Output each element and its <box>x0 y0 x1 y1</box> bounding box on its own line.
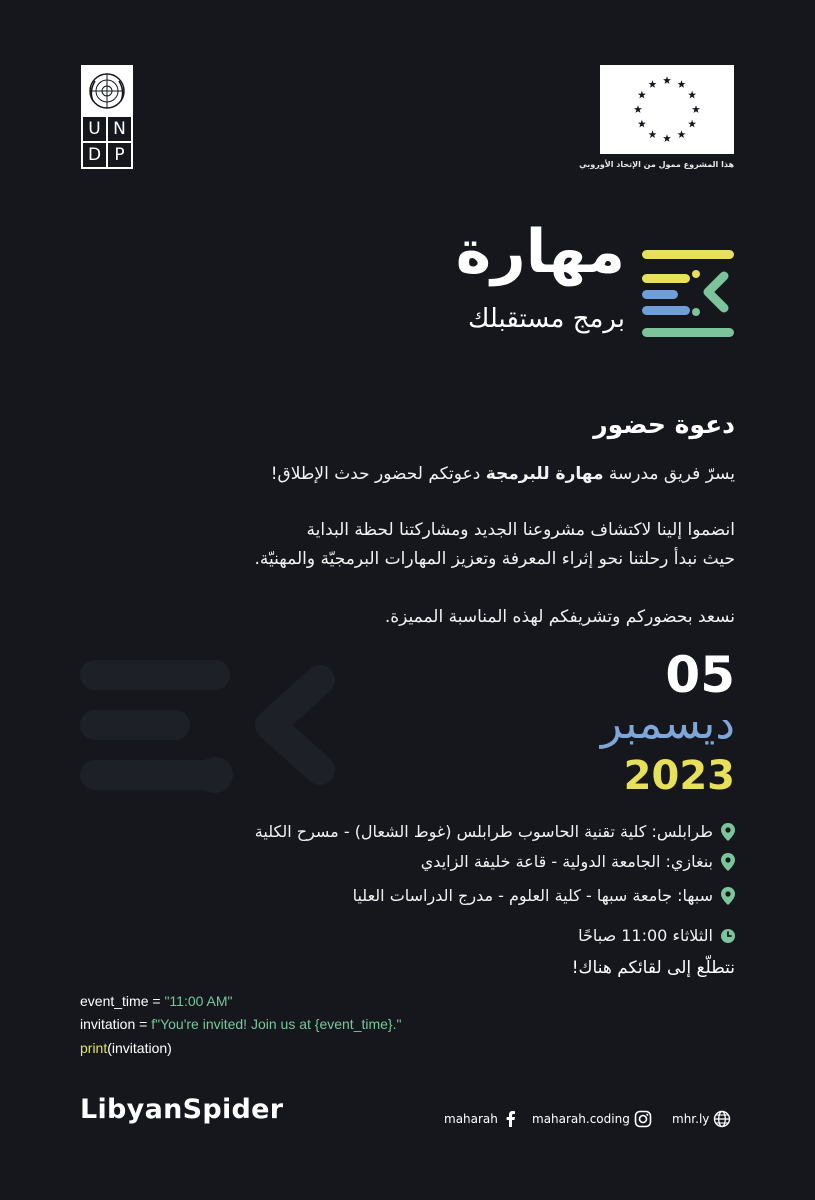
eu-star <box>688 120 696 128</box>
undp-letter: U <box>83 117 106 141</box>
code-line <box>80 1041 172 1055</box>
eu-stars-icon <box>600 65 734 154</box>
instagram-handle: maharah.coding <box>532 1112 630 1126</box>
eu-star <box>688 91 696 99</box>
facebook-link[interactable] <box>444 1110 520 1128</box>
globe-icon <box>713 1110 731 1128</box>
location-item <box>421 852 735 871</box>
event-year: 2023 <box>623 753 735 799</box>
invitation-body-line: حيث نبدأ رحلتنا نحو إثراء المعرفة وتعزيز المهارات البرمجيّة والمهنيّة. <box>254 549 735 569</box>
location-item <box>353 886 735 905</box>
eu-star <box>678 130 686 138</box>
map-pin-icon <box>721 823 735 841</box>
instagram-link[interactable] <box>532 1110 652 1128</box>
invitation-intro <box>75 460 735 489</box>
clock-icon <box>721 929 735 943</box>
eu-star <box>678 80 686 88</box>
time-text: الثلاثاء 11:00 صباحًا <box>578 926 713 945</box>
undp-letter: D <box>83 143 106 167</box>
undp-letter: N <box>108 117 131 141</box>
eu-star <box>663 134 671 142</box>
event-month: ديسمبر <box>600 698 735 749</box>
instagram-icon <box>634 1110 652 1128</box>
eu-flag-logo <box>600 65 734 154</box>
libyanspider-logo: LibyanSpider <box>80 1094 284 1125</box>
event-day: 05 <box>665 646 735 704</box>
code-function: print <box>80 1040 108 1056</box>
undp-letters <box>81 115 133 169</box>
invitation-closing: نسعد بحضوركم وتشريفكم لهذه المناسبة المميزة. <box>384 607 735 627</box>
invitation-body-line: انضموا إلينا لاكتشاف مشروعنا الجديد ومشاركتنا لحظة البداية <box>306 520 735 540</box>
time-item <box>578 926 735 945</box>
location-text: سبها: جامعة سبها - كلية العلوم - مدرج الدراسات العليا <box>352 886 713 905</box>
intro-text: يسرّ فريق مدرسة <box>603 464 735 484</box>
brand-name: مهارة <box>455 217 625 287</box>
intro-text: دعوتكم لحضور حدث الإطلاق! <box>270 464 486 484</box>
code-argument: (invitation) <box>107 1040 172 1056</box>
location-text: بنغازي: الجامعة الدولية - قاعة خليفة الزايدي <box>420 852 713 871</box>
undp-letter: P <box>108 143 131 167</box>
code-line <box>80 1017 401 1031</box>
code-variable: event_time = <box>80 993 165 1009</box>
website-link[interactable] <box>672 1110 731 1128</box>
code-line <box>80 994 233 1008</box>
eu-star <box>638 91 646 99</box>
un-emblem-icon <box>87 71 127 111</box>
undp-logo <box>81 65 133 169</box>
code-string: "11:00 AM" <box>164 993 233 1009</box>
eu-star <box>649 80 657 88</box>
code-string: f"You're invited! Join us at {event_time}." <box>151 1016 402 1032</box>
invitation-title: دعوة حضور <box>593 410 735 439</box>
website-url: mhr.ly <box>672 1112 710 1126</box>
see-you-message: نتطلّع إلى لقائكم هناك! <box>571 958 735 978</box>
brand-tagline: برمج مستقبلك <box>467 304 625 334</box>
decorative-logo-watermark <box>80 660 340 800</box>
facebook-icon <box>502 1110 520 1128</box>
eu-star <box>634 105 642 113</box>
eu-star <box>663 76 671 84</box>
eu-star <box>692 105 700 113</box>
eu-funding-caption: هذا المشروع ممول من الإتحاد الأوروبي <box>579 160 734 169</box>
facebook-handle: maharah <box>444 1112 498 1126</box>
location-text: طرابلس: كلية تقنية الحاسوب طرابلس (غوط الشعال) - مسرح الكلية <box>254 822 713 841</box>
code-variable: invitation = <box>80 1016 152 1032</box>
maharah-logo-icon <box>640 248 736 340</box>
eu-star <box>638 120 646 128</box>
eu-star <box>649 130 657 138</box>
location-item <box>255 822 735 841</box>
map-pin-icon <box>721 887 735 905</box>
map-pin-icon <box>721 853 735 871</box>
intro-school-name: مهارة للبرمجة <box>485 464 604 484</box>
